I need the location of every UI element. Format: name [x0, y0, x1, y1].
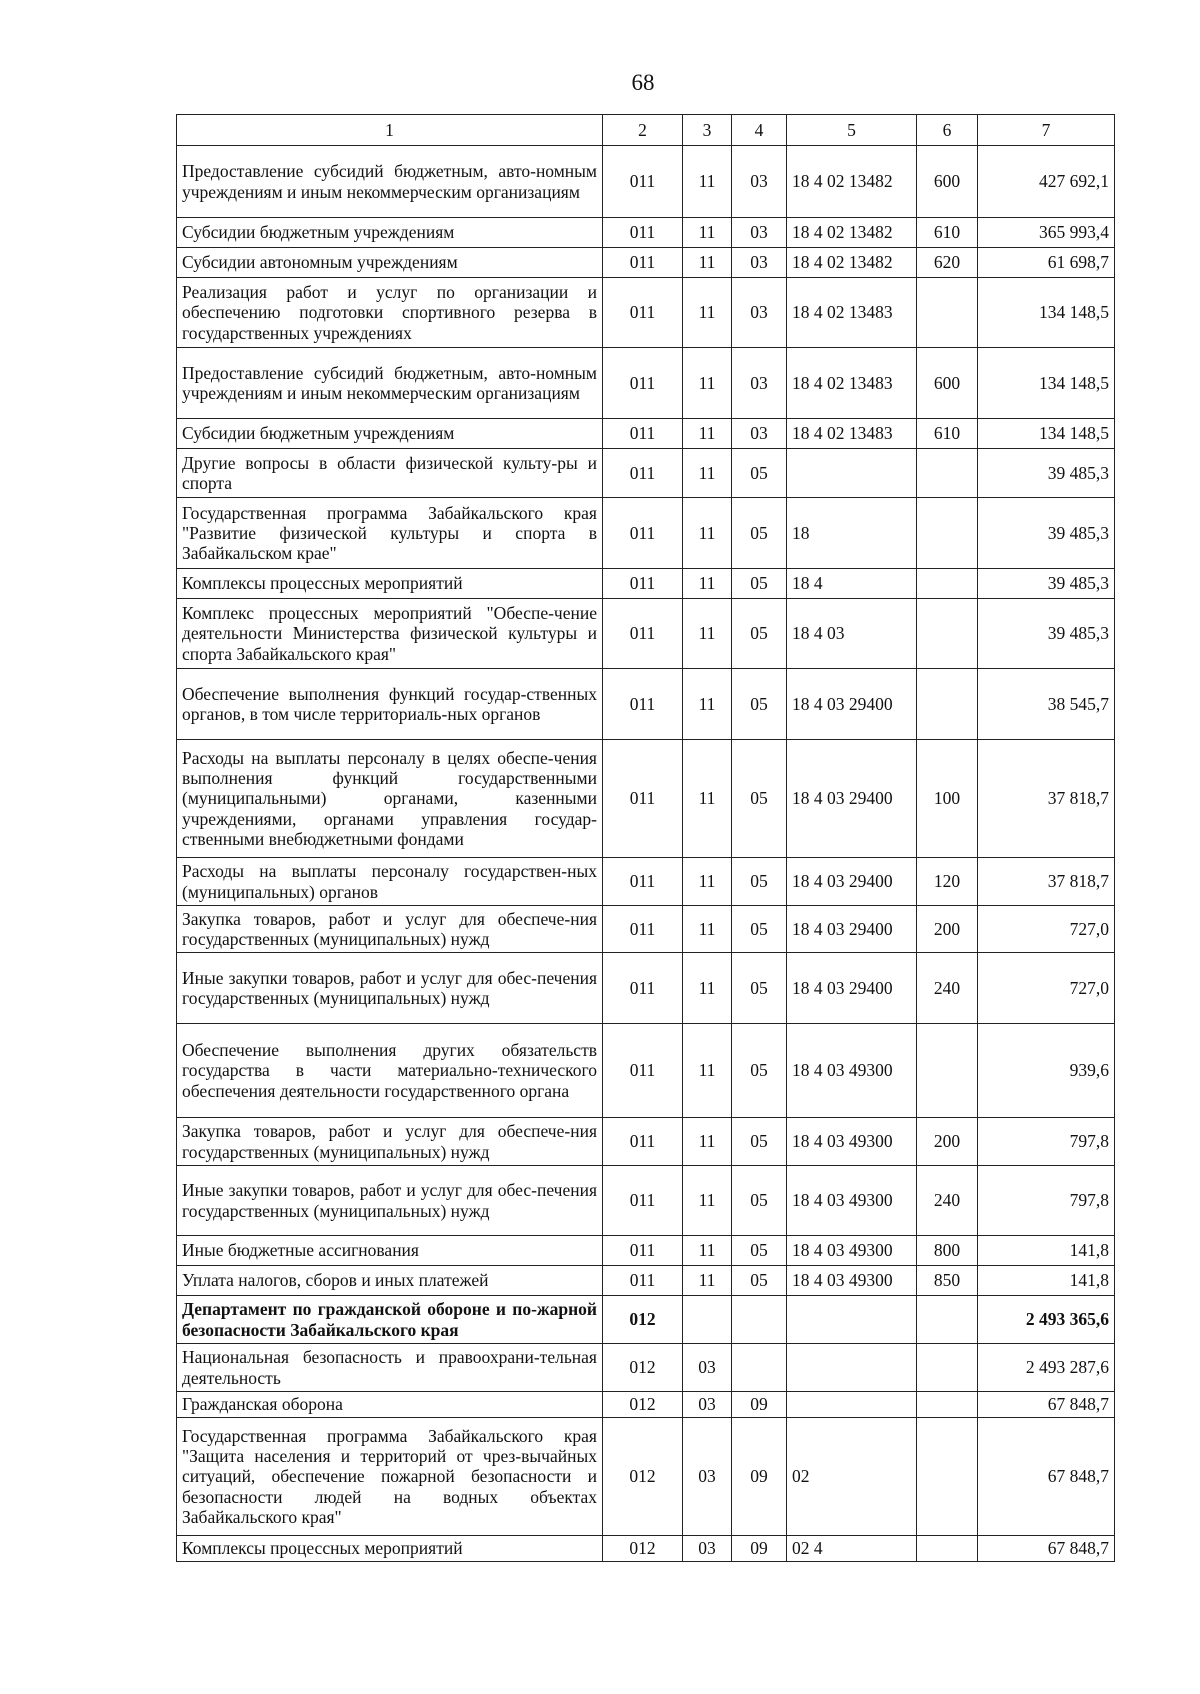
- header-cell-5: 5: [787, 115, 917, 146]
- row-admin-code-cell: 011: [603, 599, 683, 669]
- row-target-article-cell: 18 4 02 13482: [787, 248, 917, 278]
- table-row: [177, 1418, 1115, 1536]
- row-expense-type-cell: [917, 1024, 978, 1118]
- row-admin-code-cell: 011: [603, 419, 683, 449]
- row-expense-type-cell: 610: [917, 218, 978, 248]
- row-subsection-cell: 03: [732, 248, 787, 278]
- row-amount-cell: 797,8: [978, 1166, 1115, 1236]
- row-expense-type-cell: [917, 1344, 978, 1392]
- row-expense-type-cell: 200: [917, 1118, 978, 1166]
- table-row: [177, 1236, 1115, 1266]
- row-section-cell: 11: [683, 858, 732, 906]
- row-name-cell: Национальная безопасность и правоохрани-тельная деятельность: [177, 1344, 603, 1392]
- row-amount-cell: 37 818,7: [978, 858, 1115, 906]
- row-amount-cell: 2 493 365,6: [978, 1296, 1115, 1344]
- row-amount-cell: 141,8: [978, 1236, 1115, 1266]
- row-subsection-cell: 05: [732, 669, 787, 740]
- row-expense-type-cell: [917, 1418, 978, 1536]
- row-subsection-cell: 05: [732, 449, 787, 498]
- row-amount-cell: 38 545,7: [978, 669, 1115, 740]
- row-target-article-cell: [787, 1392, 917, 1418]
- row-subsection-cell: 05: [732, 740, 787, 858]
- row-amount-cell: 39 485,3: [978, 449, 1115, 498]
- header-cell-4: 4: [732, 115, 787, 146]
- row-amount-cell: 797,8: [978, 1118, 1115, 1166]
- header-cell-3: 3: [683, 115, 732, 146]
- row-name-cell: Субсидии бюджетным учреждениям: [177, 419, 603, 449]
- row-expense-type-cell: 600: [917, 146, 978, 218]
- row-expense-type-cell: 120: [917, 858, 978, 906]
- table-row: [177, 1536, 1115, 1562]
- row-amount-cell: 2 493 287,6: [978, 1344, 1115, 1392]
- row-subsection-cell: 05: [732, 1166, 787, 1236]
- row-expense-type-cell: [917, 278, 978, 348]
- row-section-cell: 11: [683, 278, 732, 348]
- row-amount-cell: 61 698,7: [978, 248, 1115, 278]
- table-row: [177, 599, 1115, 669]
- row-name-cell: Государственная программа Забайкальского края "Защита населения и территорий от чрез-вычайных ситуаций, обеспечение пожарной безопасности и безопасности людей на водных объектах Забайкальского края": [177, 1418, 603, 1536]
- row-name-cell: Иные закупки товаров, работ и услуг для обес-печения государственных (муниципальных) нужд: [177, 953, 603, 1024]
- row-target-article-cell: [787, 1296, 917, 1344]
- row-admin-code-cell: 011: [603, 1266, 683, 1296]
- row-section-cell: 11: [683, 669, 732, 740]
- row-name-cell: Расходы на выплаты персоналу государствен-ных (муниципальных) органов: [177, 858, 603, 906]
- table-row: [177, 953, 1115, 1024]
- table-row: [177, 906, 1115, 953]
- row-expense-type-cell: 850: [917, 1266, 978, 1296]
- table-body: [177, 115, 1115, 1562]
- row-target-article-cell: 02 4: [787, 1536, 917, 1562]
- row-name-cell: Предоставление субсидий бюджетным, авто-номным учреждениям и иным некоммерческим организациям: [177, 348, 603, 419]
- table-row: [177, 348, 1115, 419]
- row-target-article-cell: 18 4 02 13483: [787, 419, 917, 449]
- row-section-cell: 11: [683, 906, 732, 953]
- row-section-cell: [683, 1296, 732, 1344]
- row-section-cell: 11: [683, 740, 732, 858]
- table-row: [177, 1296, 1115, 1344]
- row-section-cell: 11: [683, 1166, 732, 1236]
- row-amount-cell: 141,8: [978, 1266, 1115, 1296]
- row-amount-cell: 39 485,3: [978, 569, 1115, 599]
- row-target-article-cell: [787, 1344, 917, 1392]
- row-target-article-cell: 18 4 03 29400: [787, 740, 917, 858]
- row-admin-code-cell: 011: [603, 906, 683, 953]
- row-section-cell: 11: [683, 348, 732, 419]
- row-section-cell: 11: [683, 498, 732, 569]
- table-header-row: [177, 115, 1115, 146]
- row-subsection-cell: 03: [732, 348, 787, 419]
- row-admin-code-cell: 011: [603, 669, 683, 740]
- row-admin-code-cell: 012: [603, 1418, 683, 1536]
- row-section-cell: 11: [683, 248, 732, 278]
- row-name-cell: Уплата налогов, сборов и иных платежей: [177, 1266, 603, 1296]
- row-name-cell: Расходы на выплаты персоналу в целях обеспе-чения выполнения функций государственными (муниципальными) органами, казенными учреждениями, органами управления государ-ственными внебюджетными фондами: [177, 740, 603, 858]
- row-section-cell: 11: [683, 449, 732, 498]
- row-subsection-cell: 05: [732, 1236, 787, 1266]
- row-section-cell: 11: [683, 218, 732, 248]
- row-admin-code-cell: 012: [603, 1536, 683, 1562]
- row-admin-code-cell: 011: [603, 1236, 683, 1266]
- table-row: [177, 669, 1115, 740]
- row-subsection-cell: 05: [732, 1118, 787, 1166]
- row-amount-cell: 39 485,3: [978, 498, 1115, 569]
- row-subsection-cell: 09: [732, 1418, 787, 1536]
- table-row: [177, 1118, 1115, 1166]
- row-expense-type-cell: [917, 569, 978, 599]
- row-section-cell: 03: [683, 1392, 732, 1418]
- header-cell-6: 6: [917, 115, 978, 146]
- row-admin-code-cell: 011: [603, 248, 683, 278]
- table-row: [177, 569, 1115, 599]
- row-amount-cell: 67 848,7: [978, 1418, 1115, 1536]
- table-row: [177, 1166, 1115, 1236]
- table-row: [177, 498, 1115, 569]
- row-admin-code-cell: 011: [603, 858, 683, 906]
- row-subsection-cell: 03: [732, 218, 787, 248]
- row-name-cell: Закупка товаров, работ и услуг для обеспече-ния государственных (муниципальных) нужд: [177, 1118, 603, 1166]
- row-subsection-cell: [732, 1296, 787, 1344]
- row-admin-code-cell: 011: [603, 498, 683, 569]
- row-target-article-cell: 18 4 03 49300: [787, 1236, 917, 1266]
- row-admin-code-cell: 011: [603, 348, 683, 419]
- row-admin-code-cell: 012: [603, 1296, 683, 1344]
- row-admin-code-cell: 011: [603, 1166, 683, 1236]
- row-section-cell: 03: [683, 1536, 732, 1562]
- header-cell-2: 2: [603, 115, 683, 146]
- row-target-article-cell: 18 4 02 13482: [787, 218, 917, 248]
- row-amount-cell: 365 993,4: [978, 218, 1115, 248]
- row-subsection-cell: 03: [732, 278, 787, 348]
- row-subsection-cell: 05: [732, 906, 787, 953]
- row-target-article-cell: 18 4 03: [787, 599, 917, 669]
- table-row: [177, 278, 1115, 348]
- row-amount-cell: 37 818,7: [978, 740, 1115, 858]
- row-expense-type-cell: [917, 498, 978, 569]
- row-subsection-cell: [732, 1344, 787, 1392]
- row-admin-code-cell: 011: [603, 278, 683, 348]
- table-row: [177, 1392, 1115, 1418]
- row-target-article-cell: 18 4 03 29400: [787, 953, 917, 1024]
- row-subsection-cell: 05: [732, 858, 787, 906]
- row-name-cell: Иные закупки товаров, работ и услуг для обес-печения государственных (муниципальных) нужд: [177, 1166, 603, 1236]
- row-expense-type-cell: [917, 599, 978, 669]
- row-expense-type-cell: 610: [917, 419, 978, 449]
- row-admin-code-cell: 011: [603, 1024, 683, 1118]
- row-section-cell: 11: [683, 1024, 732, 1118]
- row-amount-cell: 727,0: [978, 953, 1115, 1024]
- row-target-article-cell: 18 4 03 29400: [787, 906, 917, 953]
- row-subsection-cell: 05: [732, 498, 787, 569]
- row-name-cell: Субсидии автономным учреждениям: [177, 248, 603, 278]
- table-row: [177, 146, 1115, 218]
- row-amount-cell: 134 148,5: [978, 419, 1115, 449]
- row-target-article-cell: 18 4 02 13483: [787, 278, 917, 348]
- row-name-cell: Иные бюджетные ассигнования: [177, 1236, 603, 1266]
- table-row: [177, 218, 1115, 248]
- row-target-article-cell: 18 4: [787, 569, 917, 599]
- row-target-article-cell: 18 4 03 49300: [787, 1266, 917, 1296]
- header-cell-1: 1: [177, 115, 603, 146]
- row-amount-cell: 67 848,7: [978, 1392, 1115, 1418]
- row-subsection-cell: 05: [732, 569, 787, 599]
- row-expense-type-cell: 240: [917, 1166, 978, 1236]
- row-admin-code-cell: 011: [603, 569, 683, 599]
- row-admin-code-cell: 012: [603, 1392, 683, 1418]
- row-admin-code-cell: 011: [603, 146, 683, 218]
- row-target-article-cell: 18 4 03 49300: [787, 1166, 917, 1236]
- row-subsection-cell: 05: [732, 953, 787, 1024]
- row-admin-code-cell: 011: [603, 740, 683, 858]
- row-admin-code-cell: 012: [603, 1344, 683, 1392]
- row-amount-cell: 67 848,7: [978, 1536, 1115, 1562]
- row-expense-type-cell: [917, 1536, 978, 1562]
- row-amount-cell: 939,6: [978, 1024, 1115, 1118]
- table-row: [177, 419, 1115, 449]
- row-section-cell: 11: [683, 1118, 732, 1166]
- row-name-cell: Реализация работ и услуг по организации и обеспечению подготовки спортивного резерва в государственных учреждениях: [177, 278, 603, 348]
- row-subsection-cell: 05: [732, 599, 787, 669]
- row-name-cell: Другие вопросы в области физической культу-ры и спорта: [177, 449, 603, 498]
- row-admin-code-cell: 011: [603, 953, 683, 1024]
- row-name-cell: Обеспечение выполнения других обязательств государства в части материально-технического обеспечения деятельности государственного органа: [177, 1024, 603, 1118]
- row-section-cell: 03: [683, 1418, 732, 1536]
- row-section-cell: 11: [683, 1236, 732, 1266]
- page-number: 68: [631, 70, 655, 95]
- row-expense-type-cell: 200: [917, 906, 978, 953]
- table-row: [177, 740, 1115, 858]
- row-expense-type-cell: 600: [917, 348, 978, 419]
- row-subsection-cell: 03: [732, 419, 787, 449]
- row-admin-code-cell: 011: [603, 218, 683, 248]
- row-expense-type-cell: [917, 449, 978, 498]
- row-section-cell: 11: [683, 146, 732, 218]
- row-subsection-cell: 09: [732, 1392, 787, 1418]
- row-name-cell: Комплекс процессных мероприятий "Обеспе-чение деятельности Министерства физической культуры и спорта Забайкальского края": [177, 599, 603, 669]
- row-subsection-cell: 09: [732, 1536, 787, 1562]
- row-admin-code-cell: 011: [603, 449, 683, 498]
- table-row: [177, 1024, 1115, 1118]
- row-target-article-cell: 18: [787, 498, 917, 569]
- row-expense-type-cell: 800: [917, 1236, 978, 1266]
- table-row: [177, 858, 1115, 906]
- row-name-cell: Предоставление субсидий бюджетным, авто-номным учреждениям и иным некоммерческим организациям: [177, 146, 603, 218]
- row-section-cell: 11: [683, 1266, 732, 1296]
- table-row: [177, 449, 1115, 498]
- row-name-cell: Комплексы процессных мероприятий: [177, 1536, 603, 1562]
- row-expense-type-cell: 100: [917, 740, 978, 858]
- row-expense-type-cell: [917, 669, 978, 740]
- table-row: [177, 1266, 1115, 1296]
- row-expense-type-cell: [917, 1392, 978, 1418]
- row-amount-cell: 39 485,3: [978, 599, 1115, 669]
- row-section-cell: 11: [683, 953, 732, 1024]
- row-name-cell: Департамент по гражданской обороне и по-жарной безопасности Забайкальского края: [177, 1296, 603, 1344]
- row-name-cell: Государственная программа Забайкальского края "Развитие физической культуры и спорта в Забайкальском крае": [177, 498, 603, 569]
- row-target-article-cell: 18 4 03 29400: [787, 669, 917, 740]
- row-section-cell: 11: [683, 419, 732, 449]
- row-admin-code-cell: 011: [603, 1118, 683, 1166]
- row-target-article-cell: [787, 449, 917, 498]
- row-name-cell: Обеспечение выполнения функций государ-ственных органов, в том числе территориаль-ных органов: [177, 669, 603, 740]
- row-target-article-cell: 18 4 03 49300: [787, 1024, 917, 1118]
- row-target-article-cell: 18 4 03 29400: [787, 858, 917, 906]
- row-amount-cell: 427 692,1: [978, 146, 1115, 218]
- table-row: [177, 248, 1115, 278]
- row-expense-type-cell: [917, 1296, 978, 1344]
- row-section-cell: 11: [683, 599, 732, 669]
- header-cell-7: 7: [978, 115, 1115, 146]
- row-name-cell: Субсидии бюджетным учреждениям: [177, 218, 603, 248]
- budget-table: [176, 114, 1115, 1562]
- row-subsection-cell: 03: [732, 146, 787, 218]
- row-name-cell: Комплексы процессных мероприятий: [177, 569, 603, 599]
- row-expense-type-cell: 620: [917, 248, 978, 278]
- row-target-article-cell: 18 4 02 13483: [787, 348, 917, 419]
- row-amount-cell: 134 148,5: [978, 348, 1115, 419]
- row-target-article-cell: 02: [787, 1418, 917, 1536]
- row-subsection-cell: 05: [732, 1266, 787, 1296]
- table-row: [177, 1344, 1115, 1392]
- row-subsection-cell: 05: [732, 1024, 787, 1118]
- row-section-cell: 03: [683, 1344, 732, 1392]
- row-amount-cell: 134 148,5: [978, 278, 1115, 348]
- row-section-cell: 11: [683, 569, 732, 599]
- row-name-cell: Закупка товаров, работ и услуг для обеспече-ния государственных (муниципальных) нужд: [177, 906, 603, 953]
- row-target-article-cell: 18 4 02 13482: [787, 146, 917, 218]
- row-name-cell: Гражданская оборона: [177, 1392, 603, 1418]
- row-target-article-cell: 18 4 03 49300: [787, 1118, 917, 1166]
- row-expense-type-cell: 240: [917, 953, 978, 1024]
- row-amount-cell: 727,0: [978, 906, 1115, 953]
